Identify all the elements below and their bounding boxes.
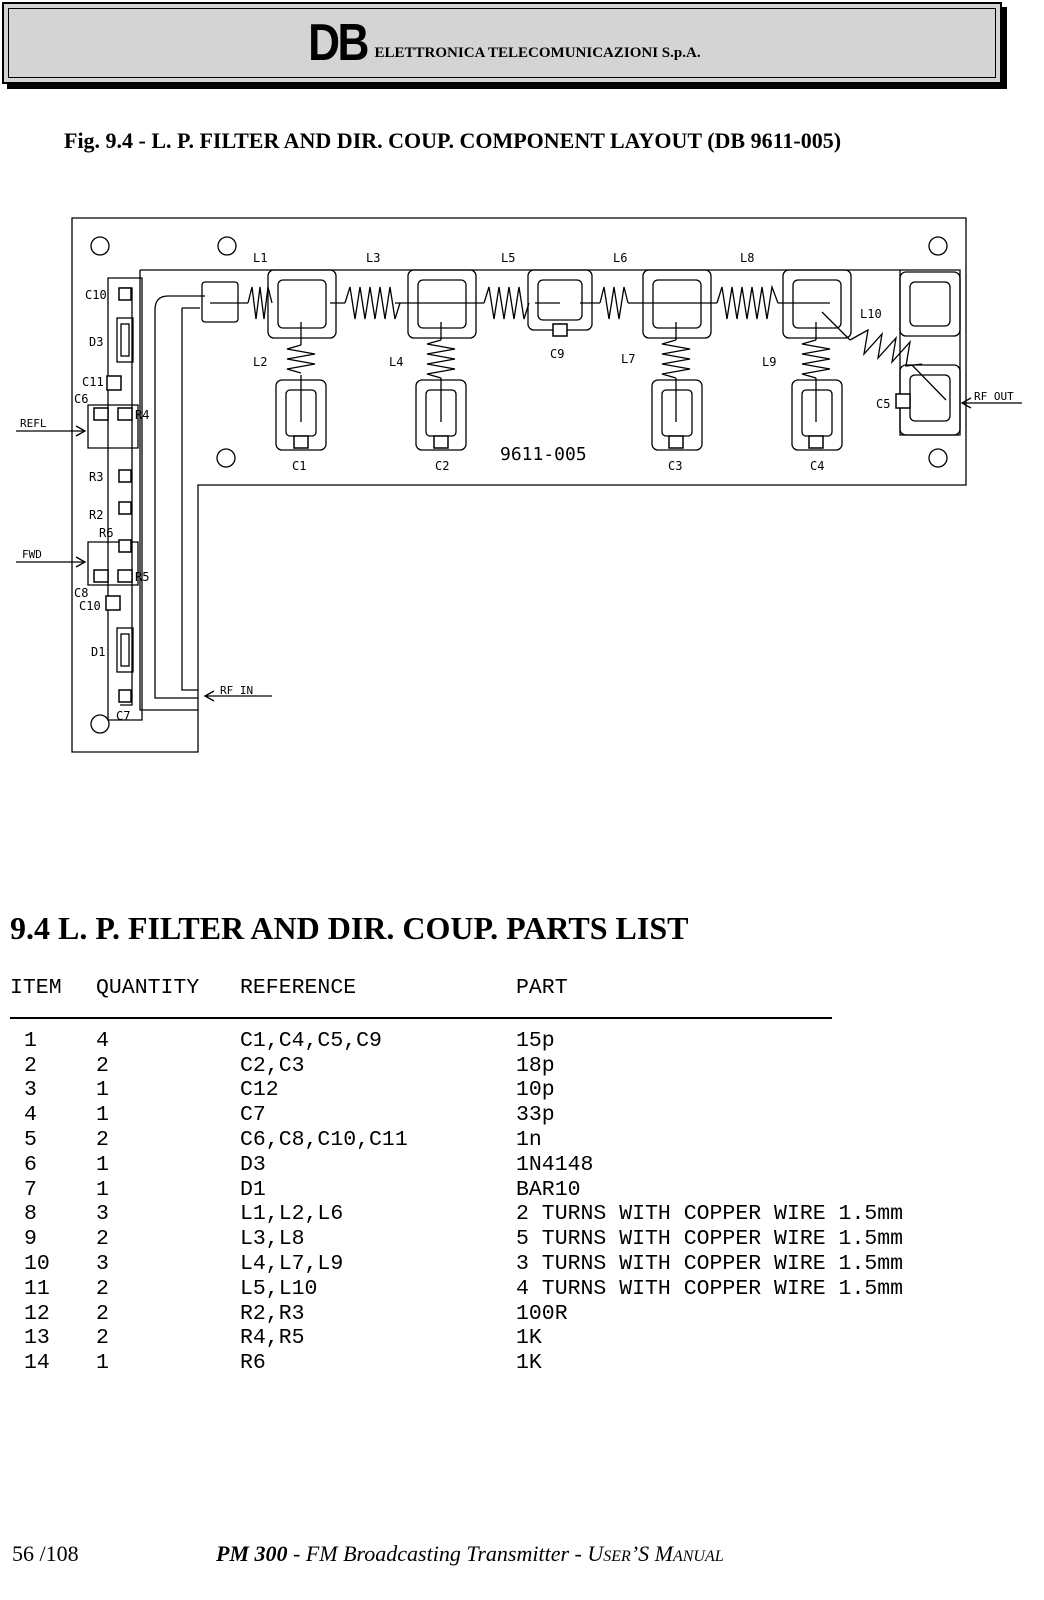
label-L5: L5 — [501, 251, 516, 265]
pad — [278, 280, 326, 328]
label-C4: C4 — [810, 459, 825, 473]
label-L3: L3 — [366, 251, 381, 265]
label-C10-bottom: C10 — [79, 599, 101, 613]
label-L1: L1 — [253, 251, 268, 265]
quantity-cell: 2 — [96, 1127, 109, 1152]
quantity-cell: 2 — [96, 1276, 109, 1301]
coil-L8 — [717, 287, 778, 319]
parts-rows — [10, 1029, 976, 1376]
coupler-trace — [120, 288, 132, 705]
label-C9: C9 — [550, 347, 565, 361]
coil-L6 — [600, 287, 628, 319]
item-cell: 3 — [24, 1078, 37, 1103]
label-R6: R6 — [99, 526, 114, 540]
quantity-cell: 2 — [96, 1053, 109, 1078]
reference-cell: D1 — [240, 1177, 266, 1202]
chip-C3 — [669, 436, 683, 448]
table-row — [10, 1054, 976, 1079]
header-item: ITEM — [10, 976, 62, 1000]
pad — [802, 390, 832, 436]
header-inner-frame — [8, 8, 996, 78]
quantity-cell: 2 — [96, 1301, 109, 1326]
reference-cell: C12 — [240, 1078, 279, 1103]
label-R5: R5 — [135, 570, 150, 584]
label-L10: L10 — [860, 307, 882, 321]
coil-lead — [301, 375, 816, 422]
label-R3: R3 — [89, 470, 104, 484]
coil-L9 — [802, 340, 830, 378]
manual-title — [216, 1541, 724, 1567]
board-outline — [72, 218, 966, 752]
label-C5: C5 — [876, 397, 891, 411]
diode-D3-body — [121, 324, 129, 356]
reference-cell: C7 — [240, 1103, 266, 1128]
manual-u: U — [587, 1541, 604, 1566]
chip-C9 — [553, 324, 567, 336]
label-D1: D1 — [91, 645, 106, 659]
item-cell: 13 — [24, 1326, 50, 1351]
parts-list — [10, 976, 976, 1376]
manual-m: M — [654, 1541, 673, 1566]
part-cell: 100R — [516, 1301, 568, 1326]
reference-cell: L5,L10 — [240, 1276, 318, 1301]
reference-cell: R2,R3 — [240, 1301, 305, 1326]
item-cell: 11 — [24, 1276, 50, 1301]
pad — [653, 280, 701, 328]
part-cell: 1K — [516, 1351, 542, 1376]
part-cell: 10p — [516, 1078, 555, 1103]
mount-hole — [929, 449, 947, 467]
mount-hole — [91, 715, 109, 733]
header-part: PART — [516, 976, 568, 1000]
item-cell: 2 — [24, 1053, 37, 1078]
reference-cell: R6 — [240, 1351, 266, 1376]
manual-anual: ANUAL — [672, 1548, 724, 1565]
quantity-cell: 2 — [96, 1227, 109, 1252]
manual-s: ’S — [630, 1541, 655, 1566]
part-cell: 1n — [516, 1127, 542, 1152]
chip-C5 — [896, 394, 910, 408]
part-cell: 4 TURNS WITH COPPER WIRE 1.5mm — [516, 1276, 904, 1301]
coil-L5 — [484, 287, 529, 319]
brand-logo: DB — [308, 14, 368, 72]
quantity-cell: 1 — [96, 1103, 109, 1128]
chip-C11 — [107, 376, 121, 390]
label-L9: L9 — [762, 355, 777, 369]
label-C2: C2 — [435, 459, 450, 473]
label-rf-out: RF OUT — [974, 390, 1014, 403]
company-name: ELETTRONICA TELECOMUNICAZIONI S.p.A. — [374, 44, 701, 61]
label-L6: L6 — [613, 251, 628, 265]
coil-L4 — [427, 340, 455, 378]
header-banner — [2, 2, 1002, 84]
pad — [202, 282, 238, 322]
reference-cell: L3,L8 — [240, 1227, 305, 1252]
item-cell: 5 — [24, 1127, 37, 1152]
chip-C4 — [809, 436, 823, 448]
coupler-trace — [108, 278, 142, 720]
quantity-cell: 4 — [96, 1028, 109, 1053]
label-rf-in: RF IN — [220, 684, 254, 697]
chip-C10-top — [119, 288, 131, 300]
pcb-trace — [140, 270, 198, 710]
chip-R5 — [118, 570, 132, 582]
label-C8: C8 — [74, 586, 89, 600]
mount-hole — [217, 449, 235, 467]
label-L8: L8 — [740, 251, 755, 265]
quantity-cell: 3 — [96, 1202, 109, 1227]
quantity-cell: 1 — [96, 1152, 109, 1177]
label-C1: C1 — [292, 459, 307, 473]
part-cell: 18p — [516, 1053, 555, 1078]
reference-cell: L4,L7,L9 — [240, 1251, 344, 1276]
part-cell: BAR10 — [516, 1177, 581, 1202]
page-number: 56 /108 — [12, 1541, 79, 1566]
table-row — [10, 1128, 976, 1153]
table-row — [10, 1103, 976, 1128]
product-name: PM 300 — [216, 1541, 288, 1566]
coil-L7 — [662, 340, 690, 378]
part-cell: 33p — [516, 1103, 555, 1128]
item-cell: 10 — [24, 1251, 50, 1276]
coil-L3 — [345, 287, 400, 319]
label-R2: R2 — [89, 508, 104, 522]
label-C6: C6 — [74, 392, 89, 406]
item-cell: 4 — [24, 1103, 37, 1128]
chip-C1 — [294, 436, 308, 448]
label-L7: L7 — [621, 352, 636, 366]
quantity-cell: 2 — [96, 1326, 109, 1351]
label-refl: REFL — [20, 417, 47, 430]
pad — [418, 280, 466, 328]
reference-cell: L1,L2,L6 — [240, 1202, 344, 1227]
item-cell: 7 — [24, 1177, 37, 1202]
table-row — [10, 1078, 976, 1103]
chip-R2 — [119, 502, 131, 514]
label-L4: L4 — [389, 355, 404, 369]
reference-cell: R4,R5 — [240, 1326, 305, 1351]
pad — [662, 390, 692, 436]
table-row — [10, 1153, 976, 1178]
table-row — [10, 1252, 976, 1277]
chip-C10-bottom — [106, 596, 120, 610]
chip-R3 — [119, 470, 131, 482]
quantity-cell: 1 — [96, 1177, 109, 1202]
parts-header-row — [10, 976, 976, 1001]
board-label: 9611-005 — [500, 444, 587, 465]
reference-cell: C1,C4,C5,C9 — [240, 1028, 382, 1053]
header-reference: REFERENCE — [240, 976, 357, 1000]
label-R4: R4 — [135, 408, 150, 422]
chip-R6 — [119, 540, 131, 552]
label-C3: C3 — [668, 459, 683, 473]
chip-R4 — [118, 408, 132, 420]
reference-cell: C6,C8,C10,C11 — [240, 1127, 408, 1152]
mount-hole — [929, 237, 947, 255]
mount-hole — [91, 237, 109, 255]
label-D3: D3 — [89, 335, 104, 349]
pad — [793, 280, 841, 328]
pad — [538, 280, 582, 320]
label-fwd: FWD — [22, 548, 42, 561]
coil-L2 — [287, 345, 315, 373]
mount-hole — [218, 237, 236, 255]
table-row — [10, 1178, 976, 1203]
part-cell: 1N4148 — [516, 1152, 594, 1177]
chip-C8 — [94, 570, 108, 582]
chip-C6 — [94, 408, 108, 420]
reference-cell: D3 — [240, 1152, 266, 1177]
table-row — [10, 1302, 976, 1327]
part-cell: 5 TURNS WITH COPPER WIRE 1.5mm — [516, 1227, 904, 1252]
product-subtitle: - FM Broadcasting Transmitter - — [287, 1541, 588, 1566]
table-row — [10, 1277, 976, 1302]
table-row — [10, 1351, 976, 1376]
diode-D1-body — [121, 634, 129, 666]
item-cell: 6 — [24, 1152, 37, 1177]
table-row — [10, 1227, 976, 1252]
chip-C7 — [119, 690, 131, 702]
part-cell: 1K — [516, 1326, 542, 1351]
label-L2: L2 — [253, 355, 268, 369]
table-row — [10, 1326, 976, 1351]
item-cell: 9 — [24, 1227, 37, 1252]
label-C11: C11 — [82, 375, 104, 389]
section-title: 9.4 L. P. FILTER AND DIR. COUP. PARTS LIST — [10, 910, 689, 946]
quantity-cell: 3 — [96, 1251, 109, 1276]
chip-C2 — [434, 436, 448, 448]
header-rule — [10, 1017, 832, 1019]
part-cell: 15p — [516, 1028, 555, 1053]
quantity-cell: 1 — [96, 1351, 109, 1376]
figure-title: Fig. 9.4 - L. P. FILTER AND DIR. COUP. COMPONENT LAYOUT (DB 9611-005) — [64, 128, 842, 153]
table-row — [10, 1202, 976, 1227]
part-cell: 3 TURNS WITH COPPER WIRE 1.5mm — [516, 1251, 904, 1276]
label-C10-top: C10 — [85, 288, 107, 302]
pcb-trace — [182, 308, 200, 690]
manual-ser: SER — [603, 1548, 631, 1565]
pad — [910, 282, 950, 326]
component-layout-diagram — [0, 200, 1044, 780]
item-cell: 14 — [24, 1351, 50, 1376]
part-cell: 2 TURNS WITH COPPER WIRE 1.5mm — [516, 1202, 904, 1227]
reference-cell: C2,C3 — [240, 1053, 305, 1078]
table-row — [10, 1029, 976, 1054]
quantity-cell: 1 — [96, 1078, 109, 1103]
label-C7: C7 — [116, 709, 131, 723]
header-quantity: QUANTITY — [96, 976, 200, 1000]
item-cell: 12 — [24, 1301, 50, 1326]
item-cell: 1 — [24, 1028, 37, 1053]
item-cell: 8 — [24, 1202, 37, 1227]
